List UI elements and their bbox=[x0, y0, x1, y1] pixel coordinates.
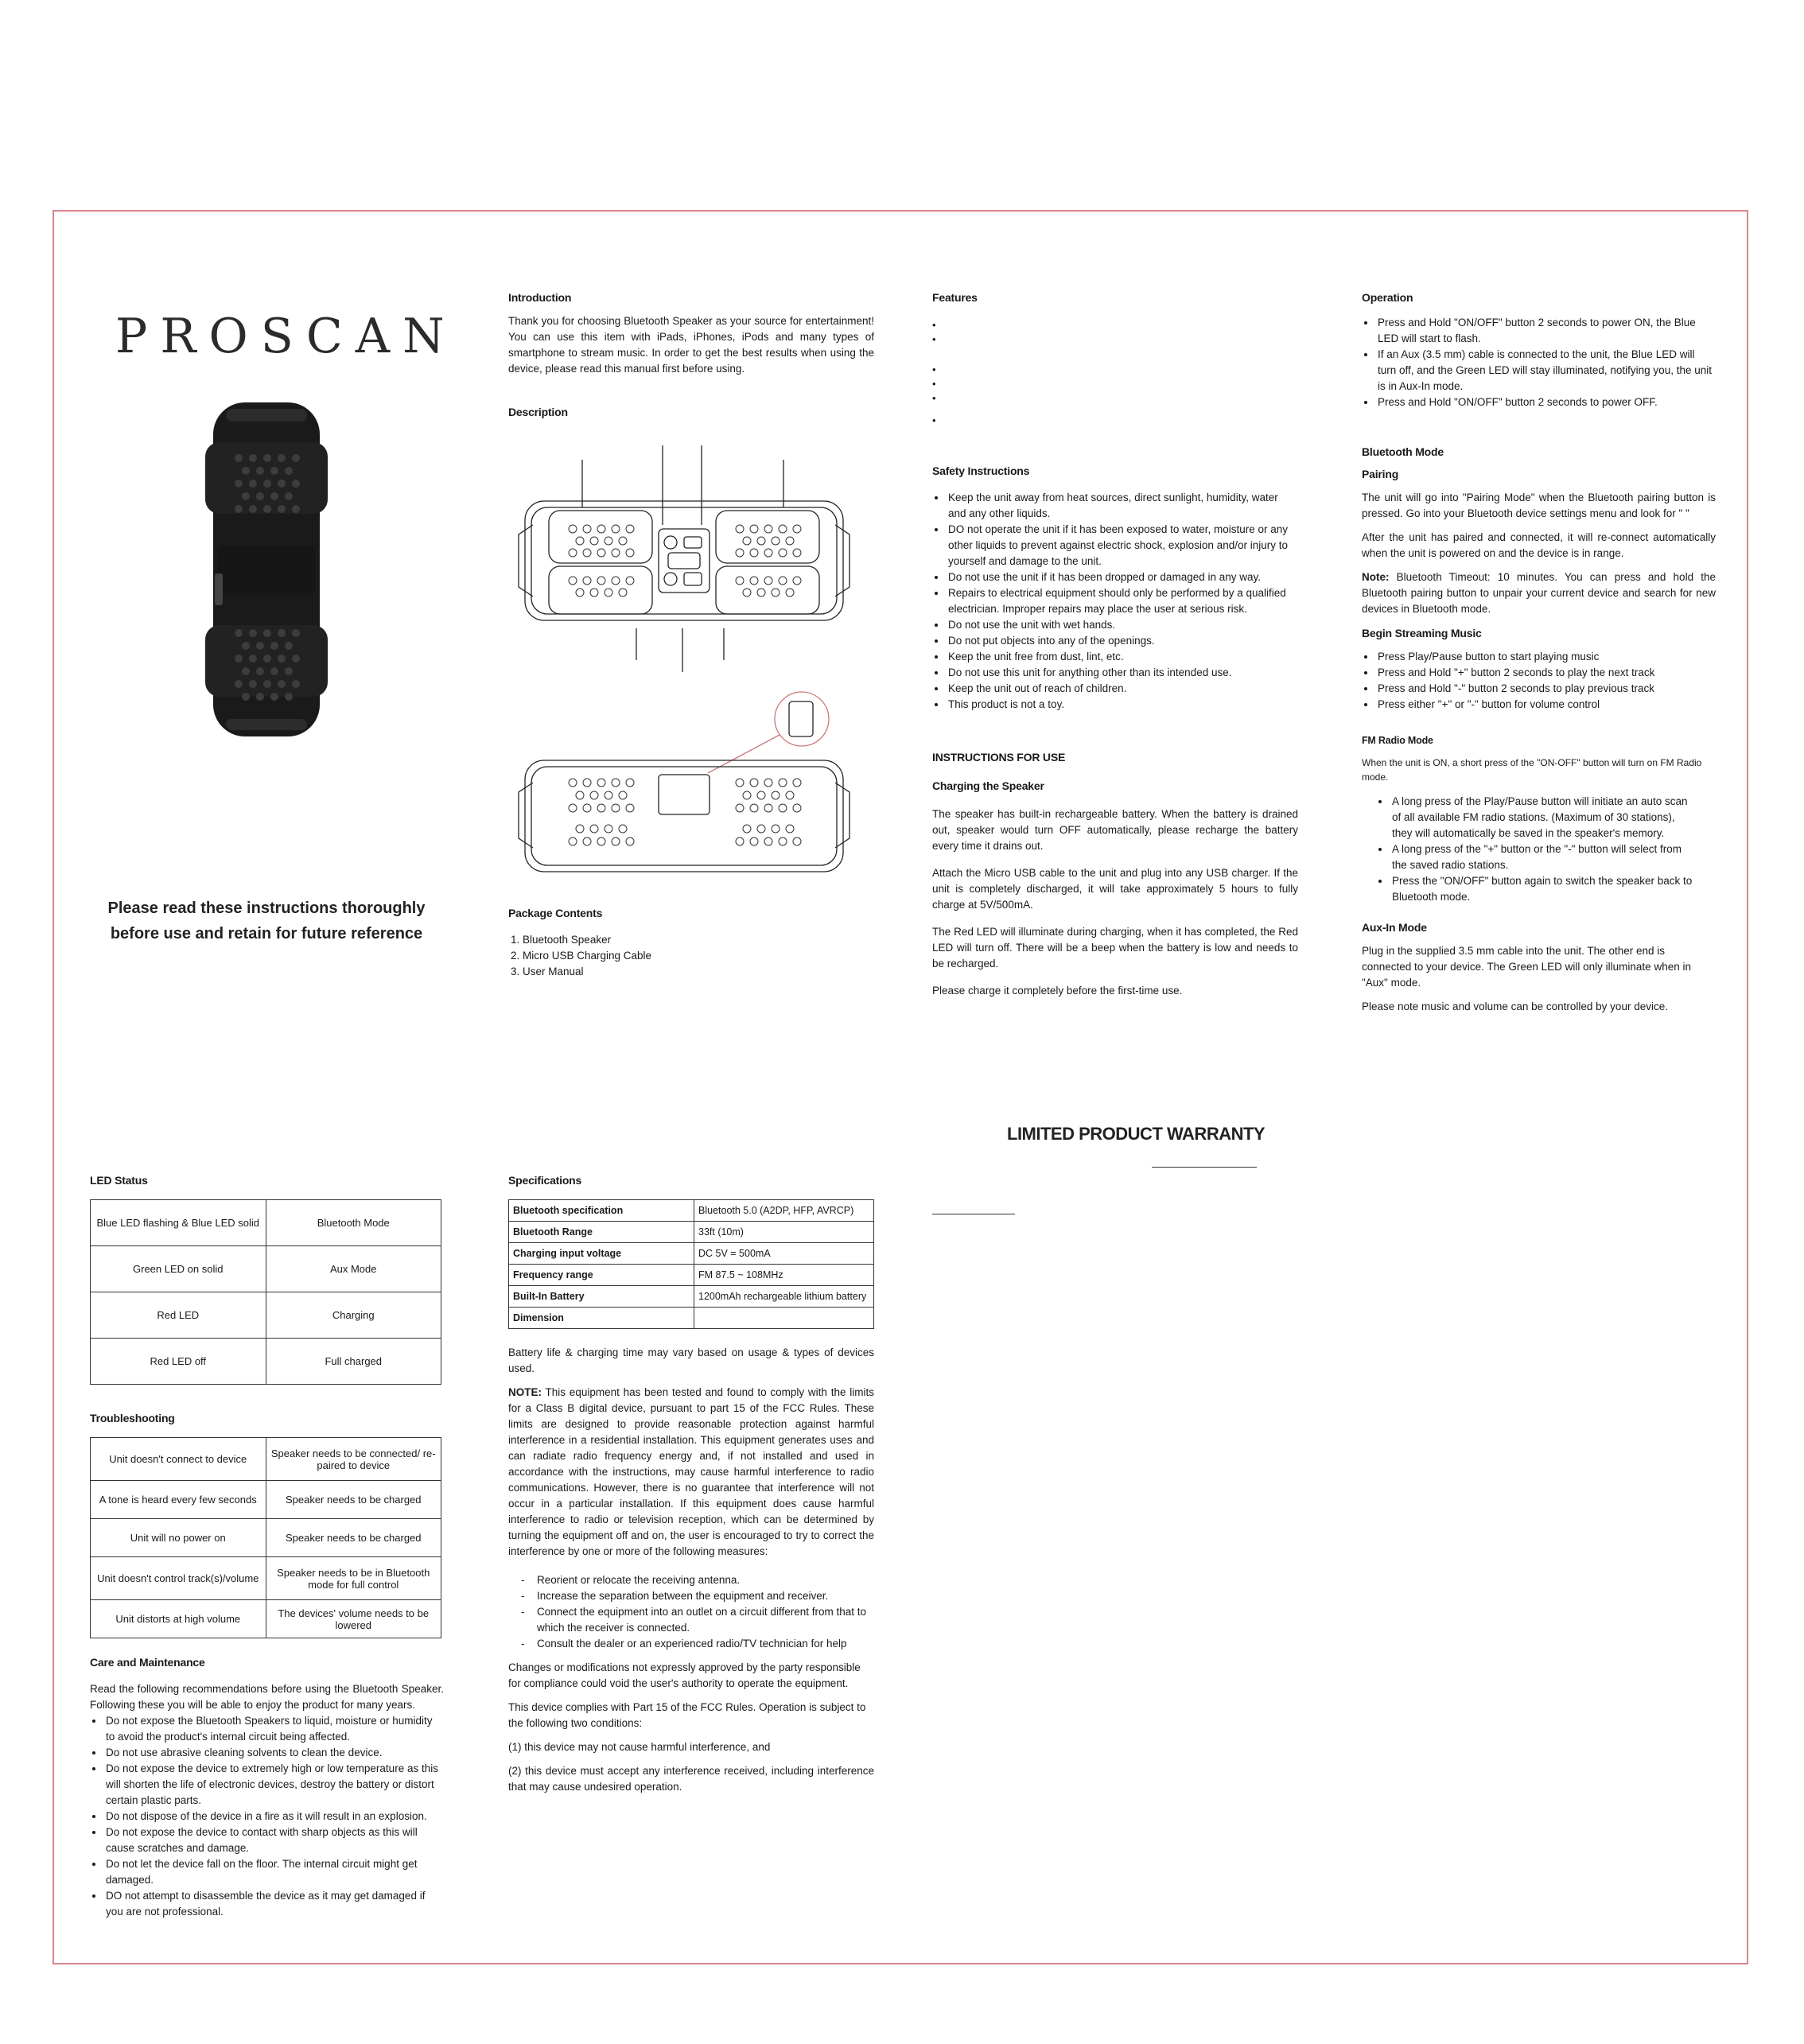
fm-item: • Press the "ON/OFF" button again to switch the speaker back to Bluetooth mode. bbox=[1390, 873, 1693, 905]
features-section bbox=[932, 291, 1298, 428]
feature-bullet: • bbox=[932, 392, 936, 404]
care-item: • Do not expose the device to extremely high or low temperature as this will shorten the life of electronic devices, destroy the battery or distort certain plastic parts. bbox=[104, 1761, 444, 1809]
measure-item: - Increase the separation between the equipment and receiver. bbox=[521, 1588, 874, 1604]
aux-p1: Plug in the supplied 3.5 mm cable into the unit. The other end is connected to your device. The Green LED will only illuminate when in "Aux" mode. bbox=[1362, 945, 1691, 989]
stream-item: • Press and Hold "-" button 2 seconds to play previous track bbox=[1376, 681, 1716, 697]
safety-item: • Repairs to electrical equipment should only be performed by a qualified electrician. Improper repairs may place the user at serious risk. bbox=[947, 585, 1298, 617]
spec-key: Bluetooth specification bbox=[509, 1200, 694, 1222]
aux-p2: Please note music and volume can be controlled by your device. bbox=[1362, 1001, 1668, 1012]
safety-item: • Do not put objects into any of the openings. bbox=[947, 633, 1298, 649]
table-row bbox=[91, 1600, 441, 1638]
specs-title: Specifications bbox=[508, 1174, 582, 1187]
trouble-cell: Speaker needs to be charged bbox=[266, 1519, 441, 1557]
package-list bbox=[508, 932, 874, 980]
instructions-section bbox=[932, 751, 1298, 999]
table-row bbox=[91, 1557, 441, 1600]
feature-bullet: • bbox=[932, 363, 936, 375]
safety-item: • Keep the unit free from dust, lint, etc. bbox=[947, 649, 1298, 665]
trouble-cell: Speaker needs to be charged bbox=[266, 1481, 441, 1519]
spec-value: 1200mAh rechargeable lithium battery bbox=[694, 1286, 874, 1308]
led-cell: Bluetooth Mode bbox=[266, 1200, 441, 1246]
care-list bbox=[90, 1713, 444, 1920]
speaker-back-diagram bbox=[517, 687, 851, 878]
led-cell: Red LED bbox=[91, 1292, 266, 1339]
condition-1: (1) this device may not cause harmful interference, and bbox=[508, 1741, 771, 1753]
features-bullets bbox=[932, 318, 1298, 428]
feature-bullet: • bbox=[932, 378, 936, 390]
led-cell: Blue LED flashing & Blue LED solid bbox=[91, 1200, 266, 1246]
table-row bbox=[91, 1246, 441, 1292]
stream-item: • Press and Hold "+" button 2 seconds to play the next track bbox=[1376, 665, 1716, 681]
table-row bbox=[91, 1339, 441, 1385]
speaker-front-diagram bbox=[517, 445, 851, 684]
changes-text: Changes or modifications not expressly approved by the party responsible for compliance could void the user's authority to operate the equipment. bbox=[508, 1661, 861, 1689]
care-item: • Do not use abrasive cleaning solvents to clean the device. bbox=[104, 1745, 444, 1761]
spec-value: FM 87.5 ~ 108MHz bbox=[694, 1265, 874, 1286]
intro-title: Introduction bbox=[508, 291, 572, 304]
intro-section bbox=[508, 291, 874, 418]
fm-intro: When the unit is ON, a short press of the "ON-OFF" button will turn on FM Radio mode. bbox=[1362, 757, 1702, 783]
package-item: 3. User Manual bbox=[523, 964, 874, 980]
table-row bbox=[509, 1308, 874, 1329]
trouble-cell: Unit will no power on bbox=[91, 1519, 266, 1557]
warranty-title: LIMITED PRODUCT WARRANTY bbox=[1007, 1124, 1266, 1144]
charging-p4: Please charge it completely before the first-time use. bbox=[932, 985, 1183, 997]
spec-key: Built-In Battery bbox=[509, 1286, 694, 1308]
table-row bbox=[509, 1265, 874, 1286]
retain-line-2: before use and retain for future reference bbox=[110, 925, 423, 942]
led-title: LED Status bbox=[90, 1174, 148, 1187]
complies-text: This device complies with Part 15 of the FCC Rules. Operation is subject to the following two conditions: bbox=[508, 1701, 866, 1729]
battery-note: Battery life & charging time may vary based on usage & types of devices used. bbox=[508, 1346, 874, 1374]
instructions-title: INSTRUCTIONS FOR USE bbox=[932, 751, 1066, 764]
warranty-rule bbox=[1152, 1167, 1257, 1168]
safety-item: • Do not use the unit with wet hands. bbox=[947, 617, 1298, 633]
stream-list bbox=[1362, 649, 1716, 713]
package-section bbox=[508, 907, 874, 980]
led-cell: Aux Mode bbox=[266, 1246, 441, 1292]
package-title: Package Contents bbox=[508, 907, 603, 919]
spec-value bbox=[694, 1308, 874, 1329]
features-title: Features bbox=[932, 291, 978, 304]
spec-key: Dimension bbox=[509, 1308, 694, 1329]
speaker-photo bbox=[199, 394, 334, 744]
retain-line-1: Please read these instructions thoroughly bbox=[107, 900, 426, 917]
pairing-p1: The unit will go into "Pairing Mode" when the Bluetooth pairing button is pressed. Go into your Bluetooth device settings menu and look for " " bbox=[1362, 492, 1716, 519]
table-row bbox=[91, 1519, 441, 1557]
trouble-cell: The devices' volume needs to be lowered bbox=[266, 1600, 441, 1638]
table-row bbox=[509, 1243, 874, 1265]
safety-item: • Keep the unit away from heat sources, direct sunlight, humidity, water and any other liquids. bbox=[947, 490, 1298, 522]
operation-item: • Press and Hold "ON/OFF" button 2 seconds to power OFF. bbox=[1376, 394, 1716, 410]
charging-p3: The Red LED will illuminate during charging, when it has completed, the Red LED will turn off. There will be a beep when the battery is low and needs to be recharged. bbox=[932, 926, 1298, 970]
table-row bbox=[509, 1222, 874, 1243]
package-item: 1. Bluetooth Speaker bbox=[523, 932, 874, 948]
measure-item: - Consult the dealer or an experienced radio/TV technician for help bbox=[521, 1636, 874, 1652]
stream-item: • Press either "+" or "-" button for volume control bbox=[1376, 697, 1716, 713]
trouble-cell: Speaker needs to be in Bluetooth mode for full control bbox=[266, 1557, 441, 1600]
pairing-title: Pairing bbox=[1362, 468, 1399, 480]
table-row bbox=[91, 1438, 441, 1481]
specs-section bbox=[508, 1174, 874, 1795]
safety-item: • Do not use the unit if it has been dropped or damaged in any way. bbox=[947, 569, 1298, 585]
aux-title: Aux-In Mode bbox=[1362, 921, 1427, 934]
spec-value: Bluetooth 5.0 (A2DP, HFP, AVRCP) bbox=[694, 1200, 874, 1222]
feature-bullet: • bbox=[932, 414, 936, 426]
operation-list bbox=[1362, 315, 1716, 410]
package-item: 2. Micro USB Charging Cable bbox=[523, 948, 874, 964]
led-section bbox=[90, 1174, 444, 1920]
trouble-cell: Unit doesn't connect to device bbox=[91, 1438, 266, 1481]
table-row bbox=[91, 1292, 441, 1339]
spec-key: Frequency range bbox=[509, 1265, 694, 1286]
retain-notice bbox=[95, 896, 437, 946]
operation-item: • If an Aux (3.5 mm) cable is connected to the unit, the Blue LED will turn off, and the Green LED will stay illuminated, notifying you, the unit is in Aux-In mode. bbox=[1376, 347, 1716, 394]
pairing-p2: After the unit has paired and connected, it will re-connect automatically when the unit is powered on and the device is in range. bbox=[1362, 531, 1716, 559]
stream-title: Begin Streaming Music bbox=[1362, 627, 1482, 639]
led-cell: Full charged bbox=[266, 1339, 441, 1385]
brand-logo: PROSCAN bbox=[115, 309, 457, 364]
care-title: Care and Maintenance bbox=[90, 1656, 205, 1669]
operation-title: Operation bbox=[1362, 291, 1413, 304]
care-item: • Do not dispose of the device in a fire as it will result in an explosion. bbox=[104, 1809, 444, 1824]
bt-note-text: Bluetooth Timeout: 10 minutes. You can press and hold the Bluetooth pairing button to unpair your current device and search for new devices in Bluetooth mode. bbox=[1362, 571, 1716, 615]
safety-item: • This product is not a toy. bbox=[947, 697, 1298, 713]
spec-value: 33ft (10m) bbox=[694, 1222, 874, 1243]
led-cell: Green LED on solid bbox=[91, 1246, 266, 1292]
care-item: • DO not attempt to disassemble the device as it may get damaged if you are not professional. bbox=[104, 1888, 444, 1920]
fm-list bbox=[1362, 794, 1693, 905]
charging-p1: The speaker has built-in rechargeable battery. When the battery is drained out, speaker would turn OFF automatically, please recharge the battery every time it drains out. bbox=[932, 808, 1298, 852]
fm-item: • A long press of the Play/Pause button will initiate an auto scan of all available FM radio stations. (Maximum of 30 stations), they will automatically be saved in the speaker's memory. bbox=[1390, 794, 1693, 841]
table-row bbox=[91, 1200, 441, 1246]
fcc-note bbox=[508, 1385, 874, 1560]
fcc-note-label: NOTE: bbox=[508, 1386, 542, 1398]
specs-table bbox=[508, 1199, 874, 1329]
table-row bbox=[509, 1286, 874, 1308]
safety-section bbox=[932, 464, 1298, 713]
intro-text: Thank you for choosing Bluetooth Speaker as your source for entertainment! You can use this item with iPads, iPhones, iPods and many types of smartphone to stream music. In order to get the best results when using the device, please read this manual first before using. bbox=[508, 315, 874, 375]
trouble-cell: A tone is heard every few seconds bbox=[91, 1481, 266, 1519]
led-cell: Red LED off bbox=[91, 1339, 266, 1385]
fcc-note-text: This equipment has been tested and found to comply with the limits for a Class B digital device, pursuant to part 15 of the FCC Rules. These limits are designed to provide reasonable protection against harmful interference in a residential installation. This equipment generates uses and can radiate radio frequency energy and, if not installed and used in accordance with the instructions, may cause harmful interference to radio communications. However, there is no guarantee that interference will not occur in a particular installation. If this equipment does cause harmful interference to radio or television reception, which can be determined by turning the equipment off and on, the user is encouraged to try to correct the interference by one or more of the following measures: bbox=[508, 1386, 874, 1557]
operation-section bbox=[1362, 291, 1716, 1015]
fm-item: • A long press of the "+" button or the "-" button will select from the saved radio stations. bbox=[1390, 841, 1693, 873]
care-item: • Do not expose the Bluetooth Speakers to liquid, moisture or humidity to avoid the product's internal circuit being affected. bbox=[104, 1713, 444, 1745]
led-table bbox=[90, 1199, 441, 1385]
measure-item: - Connect the equipment into an outlet on a circuit different from that to which the receiver is connected. bbox=[521, 1604, 874, 1636]
led-cell: Charging bbox=[266, 1292, 441, 1339]
care-item: • Do not let the device fall on the floor. The internal circuit might get damaged. bbox=[104, 1856, 444, 1888]
feature-bullet: • bbox=[932, 319, 936, 331]
fm-title: FM Radio Mode bbox=[1362, 735, 1433, 746]
table-row bbox=[509, 1200, 874, 1222]
bt-note-label: Note: bbox=[1362, 571, 1390, 583]
trouble-cell: Unit doesn't control track(s)/volume bbox=[91, 1557, 266, 1600]
measures-list bbox=[508, 1572, 874, 1652]
trouble-cell: Speaker needs to be connected/ re-paired to device bbox=[266, 1438, 441, 1481]
care-item: • Do not expose the device to contact with sharp objects as this will cause scratches and damage. bbox=[104, 1824, 444, 1856]
safety-item: • Keep the unit out of reach of children. bbox=[947, 681, 1298, 697]
safety-title: Safety Instructions bbox=[932, 464, 1030, 477]
stream-item: • Press Play/Pause button to start playing music bbox=[1376, 649, 1716, 665]
trouble-title: Troubleshooting bbox=[90, 1412, 175, 1424]
spec-key: Charging input voltage bbox=[509, 1243, 694, 1265]
bt-note bbox=[1362, 569, 1716, 617]
safety-list bbox=[932, 490, 1298, 713]
spec-key: Bluetooth Range bbox=[509, 1222, 694, 1243]
safety-item: • DO not operate the unit if it has been exposed to water, moisture or any other liquids to prevent against electric shock, explosion and/or injury to yourself and damage to the unit. bbox=[947, 522, 1298, 569]
safety-item: • Do not use this unit for anything other than its intended use. bbox=[947, 665, 1298, 681]
table-row bbox=[91, 1481, 441, 1519]
trouble-cell: Unit distorts at high volume bbox=[91, 1600, 266, 1638]
measure-item: - Reorient or relocate the receiving antenna. bbox=[521, 1572, 874, 1588]
trouble-table bbox=[90, 1437, 441, 1638]
care-intro: Read the following recommendations before using the Bluetooth Speaker. Following these you will be able to enjoy the product for many years. bbox=[90, 1683, 444, 1711]
condition-2: (2) this device must accept any interference received, including interference that may cause undesired operation. bbox=[508, 1765, 874, 1793]
charging-p2: Attach the Micro USB cable to the unit and plug into any USB charger. If the unit is completely discharged, it will take approximately 5 hours to fully charge at 5V/500mA. bbox=[932, 867, 1298, 911]
spec-value: DC 5V = 500mA bbox=[694, 1243, 874, 1265]
feature-bullet: • bbox=[932, 333, 936, 345]
charging-title: Charging the Speaker bbox=[932, 779, 1044, 792]
operation-item: • Press and Hold "ON/OFF" button 2 seconds to power ON, the Blue LED will start to flash. bbox=[1376, 315, 1716, 347]
description-title: Description bbox=[508, 406, 568, 418]
bt-mode-title: Bluetooth Mode bbox=[1362, 445, 1444, 458]
